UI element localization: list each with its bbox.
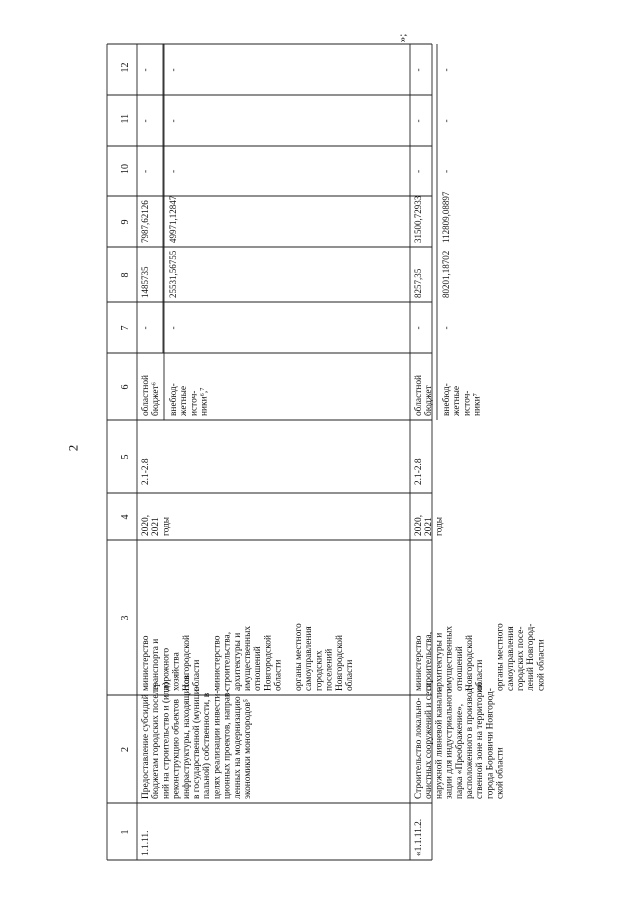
value-c9: 31500,72933 [413,195,423,243]
value-c8: 80201,18702 [441,250,451,298]
funding-source-line: источ- [462,390,473,416]
executor-line: Новгородской [465,634,475,691]
description-line: пальной) собственности, в [202,692,213,799]
executor-line: министерство [141,635,151,691]
value-c9: 49971,12847 [168,195,178,243]
executor-line: министерство [212,635,223,691]
years-line: годы [161,516,172,536]
executor-line: строительства, [424,631,435,691]
funding-source-line: областной [141,374,151,416]
executor-line: лений Новгород- [526,623,537,691]
funding-source-line: внебюд- [169,383,179,416]
executor-line: органы местного [294,623,304,691]
description-line: расположенного в производ- [465,684,475,799]
description-line: наружной ливневой канали- [434,686,445,799]
funding-source-line: бюджет [424,385,435,416]
description-line: очистных сооружений и сети [424,682,435,799]
description-line: ственной зоне на территории [475,682,486,799]
value-c9: 7987,62126 [140,200,150,243]
header-col-2: 2 [120,747,131,752]
executor-line: органы местного [495,623,506,691]
value-c7: - [414,326,424,330]
row-number: 1.1.11. [141,830,151,856]
value-c8: 1485735 [140,266,150,298]
description-line: ционных проектов, направ- [222,689,233,799]
executor-line: имущественных [444,625,455,691]
description-line: парка «Преображение», [454,703,465,799]
value-c7: - [141,326,151,330]
description-line: бюджетам городских поселе- [151,682,162,799]
header-col-6: 6 [120,384,131,390]
value-c10: - [442,169,452,173]
executor-line: городских [314,650,325,691]
value-c11: - [442,119,452,123]
executor-line: Новгородской [334,634,345,691]
header-col-1: 1 [120,829,131,835]
description-line: ской области [495,747,506,799]
value-c11: - [169,119,179,123]
years-line: годы [434,516,445,536]
description-line: целях реализации инвести- [212,690,223,799]
funding-source-line: жетные [452,385,463,416]
value-c11: - [141,119,151,123]
value-c8: 25531,56755 [168,250,178,298]
description-line: города Боровичи Новгород- [485,688,496,799]
funding-source-line: ники⁷ [472,393,483,416]
executor-line: строительства, [222,631,233,691]
header-col-11: 11 [120,113,131,124]
value-c10: - [414,169,424,173]
executor-line: отношений [253,646,264,691]
funding-source-line: жетные [179,385,190,416]
description-line: реконструкцию объектов [171,699,182,799]
executor-line: Новгородской [263,634,274,691]
executor-line: области [475,659,486,691]
description-line: в государственной (муници- [192,686,202,799]
funding-source-line: бюджет⁶ [151,382,162,416]
years-line: 2020, [141,514,151,536]
value-c12: - [442,68,452,72]
executor-line: поселений [324,648,335,691]
executor-line: области [345,659,355,691]
executor-line: хозяйства [171,652,182,691]
executor-line: архитектуры и [232,632,243,691]
description-line: ленных на модернизацию [232,696,243,799]
funding-source-line: ники⁶,⁷ [199,387,210,416]
value-c12: - [414,68,424,72]
header-col-5: 5 [120,454,131,460]
value-c8: 8257,35 [413,268,423,298]
executor-line: министерство [414,635,424,691]
funding-source-line: областной [414,374,424,416]
header-col-3: 3 [120,615,131,621]
header-col-7: 7 [120,325,131,331]
value-c12: - [141,68,151,72]
header-col-4: 4 [120,514,131,520]
target-indicators: 2.1-2.8 [141,458,151,485]
executor-line: дорожного [161,647,172,691]
executor-line: области [192,659,202,691]
description-line: ний на строительство и (или) [161,682,172,799]
funding-source-line: источ- [189,390,200,416]
value-c10: - [169,169,179,173]
description-line: инфраструктуры, находящихся [181,675,192,799]
value-c10: - [141,169,151,173]
years-line: 2021 [151,517,162,536]
value-c7: - [442,326,452,330]
page-number: 2 [65,444,81,452]
executor-line: самоуправления [304,626,315,691]
years-line: 2021 [424,517,435,536]
value-c12: - [169,68,179,72]
executor-line: области [273,659,284,691]
executor-line: самоуправления [505,626,516,691]
years-line: 2020, [414,514,424,536]
executor-line: ской области [536,639,547,691]
executor-line: городских посе- [516,626,526,691]
executor-line: отношений [454,646,465,691]
header-col-10: 10 [120,164,131,174]
description-line: экономики моногородов⁵ [243,698,253,799]
description-line: зации для индустриального [444,688,455,799]
target-indicators: 2.1-2.8 [414,458,424,485]
executor-line: имущественных [243,625,253,691]
description-line: Предоставление субсидий [141,694,151,799]
value-c11: - [414,119,424,123]
executor-line: транспорта и [151,638,162,691]
executor-line: архитектуры и [434,632,445,691]
executor-line: Новгородской [181,634,192,691]
closing-quote-mark: »; [396,33,409,43]
funding-source-line: внебюд- [442,383,452,416]
value-c7: - [169,326,179,330]
value-c9: 112809,08897 [441,191,451,243]
header-col-9: 9 [120,219,131,225]
row-number: «1.1.11.2. [414,818,424,856]
description-line: Строительство локально- [414,697,424,799]
table-content [120,63,546,857]
header-col-12: 12 [120,62,131,73]
header-col-8: 8 [120,272,131,278]
